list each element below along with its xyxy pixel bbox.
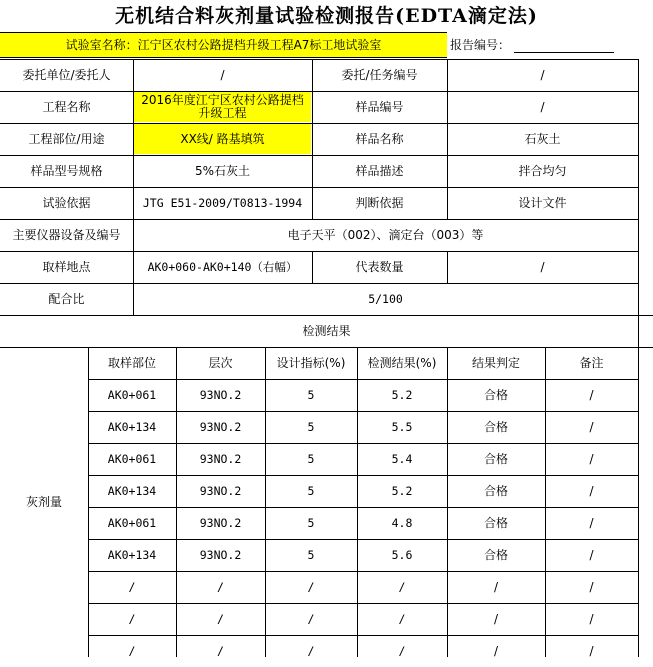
location-value: AK0+060-AK0+140（右幅） — [147, 259, 298, 274]
table-cell: 5 — [307, 515, 315, 530]
table-cell: 93NO.2 — [199, 483, 242, 498]
report-number — [450, 32, 614, 58]
grid-line — [88, 443, 638, 444]
table-cell: AK0+061 — [107, 451, 157, 466]
basis-value: JTG E51-2009/T0813-1994 — [142, 195, 303, 210]
client-value: / — [220, 67, 225, 82]
basis-label: 试验依据 — [42, 195, 91, 210]
table-cell: 5.2 — [391, 483, 413, 498]
table-cell: 合格 — [483, 419, 508, 434]
table-cell: 93NO.2 — [199, 515, 242, 530]
table-cell: / — [589, 419, 594, 434]
table-cell: / — [589, 451, 594, 466]
grid-line — [176, 347, 177, 657]
table-cell: / — [589, 611, 594, 626]
table-cell: 5.6 — [391, 547, 413, 562]
table-cell: / — [307, 611, 315, 626]
table-cell: / — [128, 579, 136, 594]
part-label: 工程部位/用途 — [28, 131, 105, 146]
grid-line — [0, 91, 638, 92]
project-label: 工程名称 — [42, 99, 91, 114]
grid-line — [447, 251, 448, 283]
table-cell: AK0+134 — [107, 419, 157, 434]
grid-line — [447, 59, 448, 219]
grid-line — [447, 347, 448, 657]
grid-line — [638, 347, 639, 657]
table-cell: 合格 — [483, 515, 508, 530]
grid-line — [0, 59, 638, 60]
grid-line — [265, 347, 266, 657]
results-section-title: 检测结果 — [302, 323, 351, 338]
table-cell: / — [307, 643, 315, 658]
table-cell: 5.2 — [391, 387, 413, 402]
lab-name: 试验室名称：江宁区农村公路提档升级工程A7标工地试验室 — [0, 32, 447, 58]
table-cell: 合格 — [483, 451, 508, 466]
table-cell: / — [493, 611, 499, 626]
table-cell: AK0+061 — [107, 387, 157, 402]
task-no-value: / — [540, 67, 545, 82]
table-cell: / — [589, 643, 594, 658]
spec-value: 5%石灰土 — [194, 163, 251, 178]
mix-label: 配合比 — [48, 291, 85, 306]
equipment-label: 主要仪器设备及编号 — [12, 227, 121, 242]
results-header-cell: 备注 — [579, 355, 604, 370]
table-cell: / — [398, 643, 406, 658]
table-cell: 4.8 — [391, 515, 413, 530]
client-label: 委托单位/委托人 — [22, 67, 111, 82]
results-header-cell: 结果判定 — [471, 355, 520, 370]
table-cell: / — [398, 579, 406, 594]
table-cell: 93NO.2 — [199, 451, 242, 466]
part-value: XX线/ 路基填筑 — [134, 124, 311, 154]
grid-line — [88, 507, 638, 508]
grid-line — [88, 347, 89, 657]
results-header-cell: 检测结果(%) — [367, 355, 437, 370]
grid-line — [0, 187, 638, 188]
table-cell: / — [217, 579, 224, 594]
project-value: 2016年度江宁区农村公路提档升级工程 — [134, 92, 311, 122]
table-cell: 5.4 — [391, 451, 413, 466]
table-cell: / — [128, 611, 136, 626]
mix-value: 5/100 — [368, 291, 403, 306]
spec-label: 样品型号规格 — [30, 163, 103, 178]
table-cell: / — [589, 515, 594, 530]
table-cell: / — [307, 579, 315, 594]
judge-label: 判断依据 — [355, 195, 404, 210]
table-cell: 5 — [307, 547, 315, 562]
sample-no-label: 样品编号 — [355, 99, 404, 114]
grid-line — [0, 315, 653, 316]
grid-line — [0, 155, 638, 156]
sample-name-label: 样品名称 — [355, 131, 404, 146]
grid-line — [88, 571, 638, 572]
grid-line — [638, 59, 639, 347]
table-cell: AK0+134 — [107, 483, 157, 498]
grid-line — [357, 347, 358, 657]
table-cell: / — [589, 483, 594, 498]
desc-value: 拌合均匀 — [518, 163, 567, 178]
table-cell: 5 — [307, 419, 315, 434]
table-cell: 93NO.2 — [199, 387, 242, 402]
equipment-value: 电子天平（002）、滴定台（003）等 — [287, 227, 484, 242]
table-cell: / — [589, 547, 594, 562]
grid-line — [0, 347, 653, 348]
sample-no-value: / — [540, 99, 545, 114]
grid-line — [312, 59, 313, 219]
grid-line — [88, 379, 638, 380]
judge-value: 设计文件 — [518, 195, 567, 210]
grid-line — [88, 411, 638, 412]
grid-line — [545, 347, 546, 657]
table-cell: / — [589, 579, 594, 594]
table-cell: 5 — [307, 451, 315, 466]
table-cell: / — [589, 387, 594, 402]
report-title: 无机结合料灰剂量试验检测报告(EDTA滴定法) — [115, 5, 538, 27]
table-cell: / — [493, 643, 499, 658]
location-label: 取样地点 — [42, 259, 91, 274]
grid-line — [88, 635, 638, 636]
table-cell: 93NO.2 — [199, 547, 242, 562]
table-cell: 合格 — [483, 483, 508, 498]
results-header-cell: 取样部位 — [107, 355, 156, 370]
table-cell: 5 — [307, 483, 315, 498]
grid-line — [88, 539, 638, 540]
grid-line — [133, 59, 134, 315]
quantity-value: / — [540, 259, 545, 274]
table-cell: AK0+134 — [107, 547, 157, 562]
grid-line — [0, 219, 638, 220]
table-cell: 93NO.2 — [199, 419, 242, 434]
grid-line — [88, 603, 638, 604]
sample-name-value: 石灰土 — [524, 131, 561, 146]
table-cell: / — [128, 643, 136, 658]
results-header-cell: 设计指标(%) — [276, 355, 346, 370]
report-number-label: 报告编号： — [450, 38, 511, 52]
table-cell: 5.5 — [391, 419, 413, 434]
table-cell: / — [217, 643, 224, 658]
table-cell: AK0+061 — [107, 515, 157, 530]
grid-line — [0, 251, 638, 252]
grid-line — [0, 123, 638, 124]
quantity-label: 代表数量 — [355, 259, 404, 274]
row-group-label: 灰剂量 — [25, 494, 62, 509]
table-cell: 合格 — [483, 547, 508, 562]
grid-line — [88, 475, 638, 476]
table-cell: / — [493, 579, 499, 594]
results-header-cell: 层次 — [208, 355, 233, 370]
report-number-blank — [514, 38, 614, 53]
desc-label: 样品描述 — [355, 163, 404, 178]
grid-line — [0, 283, 638, 284]
table-cell: 5 — [307, 387, 315, 402]
table-cell: / — [398, 611, 406, 626]
task-no-label: 委托/任务编号 — [341, 67, 418, 82]
table-cell: / — [217, 611, 224, 626]
grid-line — [312, 251, 313, 283]
table-cell: 合格 — [483, 387, 508, 402]
